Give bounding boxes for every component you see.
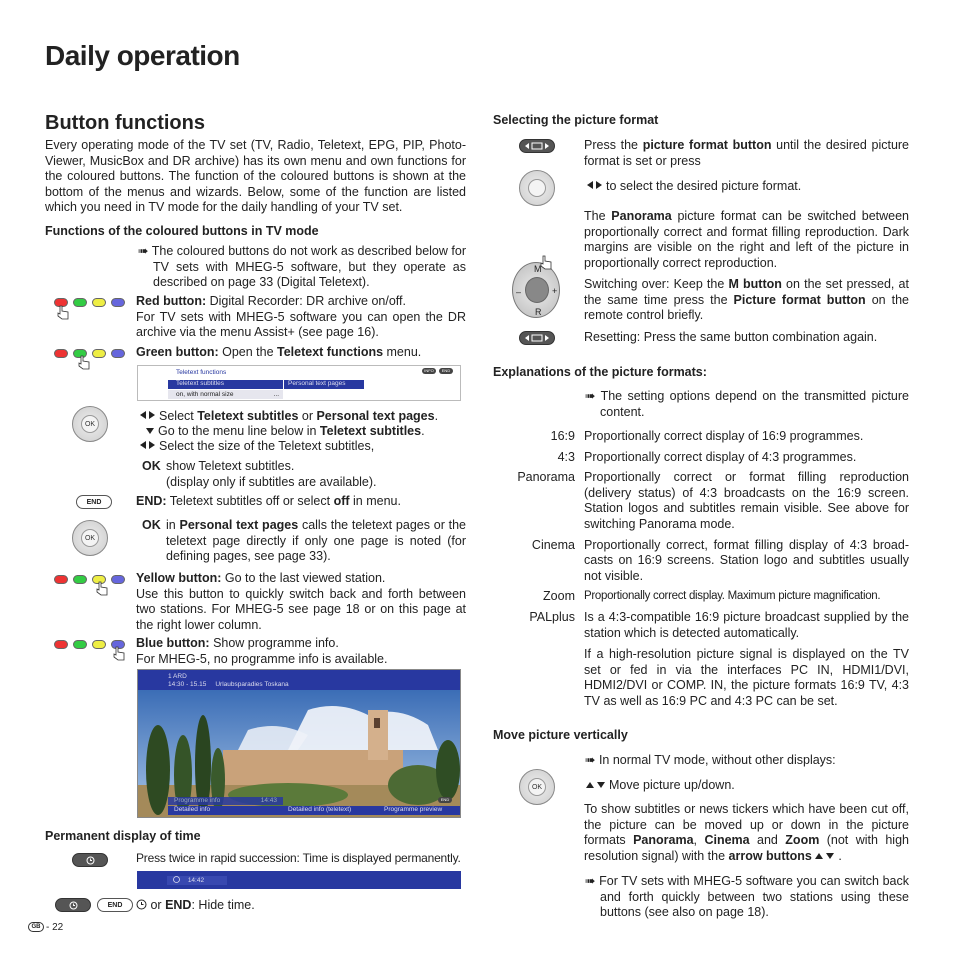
arrow-left-icon [587,181,593,189]
t: Panorama [611,209,672,223]
teletext-functions-menu [137,365,461,401]
detailed-info-teletext[interactable]: Detailed info (teletext) [288,806,352,813]
select-format-line [587,179,907,195]
t: Cinema [704,833,750,848]
t: M button [728,277,782,291]
ok-navigation-pad[interactable] [72,520,108,556]
t: , [693,833,705,848]
t: off [333,494,350,508]
subheading-move-picture: Move picture vertically [493,728,628,742]
clock-button[interactable] [72,853,108,867]
green-bold: Teletext functions [277,345,384,359]
ok-key[interactable] [528,179,546,197]
t: In normal TV mode, without other displays: [598,753,836,767]
t: Personal text pages [316,409,435,423]
ok-desc [166,459,466,490]
switching-over-desc [584,277,909,324]
format-desc-43: Proportionally correct display of 4:3 programmes. [584,449,857,464]
clock-icon [173,876,180,883]
high-resolution-desc: If a high-resolution picture signal is displayed on the TV set or fed in via the interfaces PC IN, HDMI1/DVI, HDMI2/DVI or COMP. IN, the picture formats 16:9 TV, 4:3 TV as well as 16:9 PC and 4:3 PC can be set. [584,647,909,708]
subheading-explanations: Explanations of the picture formats: [493,365,707,379]
t: on the remote control briefly. [584,292,909,323]
yellow-button-icon [92,349,106,358]
t: Panorama [633,833,694,848]
arrow-note-icon: ➠ [585,389,601,403]
t: . [421,424,425,438]
yellow-button-icon [92,640,106,649]
teletext-select-line1 [140,409,470,425]
ok2-label: OK [142,518,161,532]
format-desc-panorama: Proportionally correct or format filling reproduction (delivery status) of 4:3 broadcasts on the 16:9 screen. Station logos and subtitles remain visible. See above for switching Panorama mode. [584,470,909,531]
end-button[interactable]: END [97,898,133,912]
teletext-menu-title: Teletext functions [168,369,283,377]
hand-pointer-icon [538,254,554,270]
t: calls the teletext pages or the teletext page directly if only one page is noted (for defining pages, see page 33). [166,518,466,564]
end-badge: END [438,797,452,803]
t: and [749,833,786,848]
navigation-pad[interactable] [519,170,555,206]
teletext-menu-row1[interactable] [168,380,283,389]
blue-button-icon [111,575,125,584]
green-button-desc [136,345,466,361]
t: END [165,898,192,912]
t: Teletext subtitles off or select [166,494,334,508]
teletext-menu-row1-value[interactable]: Personal text pages [284,380,364,389]
format-term-43: 4:3 [557,449,575,464]
t: picture format can be switched between proportionally correct and format filling reproduction. Dark margins are visible on the right and left of the picture in proportionally correct reproduction. [584,209,910,270]
format-term-169: 16:9 [550,429,575,443]
time-range: 14:30 - 15.15 [168,681,207,688]
arrow-note-icon: ➠ [585,874,600,888]
plus-key[interactable]: + [552,286,558,296]
ok-key[interactable]: OK [81,415,99,433]
minus-key[interactable]: – [516,287,522,297]
green-text: Open the [218,345,278,359]
bar1-label: Programme info [174,797,221,804]
row2-value: ... [273,391,279,398]
r-key[interactable]: R [535,307,542,317]
red-button-label: Red button: [136,294,207,308]
panorama-desc [584,209,909,271]
format-term-cinema: Cinema [531,537,575,552]
move-note [585,753,909,769]
set-center-key[interactable] [525,277,549,303]
t: picture format button [642,138,772,152]
green-button-icon [73,640,87,649]
red-button-text: Digital Recorder: DR archive on/off. [206,294,406,308]
section-heading-button-functions: Button functions [45,112,205,134]
blue-button-icon [111,349,125,358]
set-control-pad[interactable] [512,262,560,318]
detailed-info-bar [168,806,461,815]
green-button-label: Green button: [136,345,219,359]
note-mheg-text: The coloured buttons do not work as described below for TV sets with MHEG-5 software, but they operate as described on page 33 (Digital Teletext). [151,244,466,290]
t: END: [136,494,167,508]
tuscany-landscape-image [138,670,461,818]
teletext-select-line3 [140,439,470,455]
programme-line [168,681,432,689]
picture-formats-list [493,429,909,641]
t: Move picture up/down. [609,778,735,792]
hand-pointer-icon [94,580,110,596]
green-end: menu. [383,345,422,359]
arrow-down-icon [826,853,834,859]
picture-format-icon [524,334,550,342]
resetting-desc: Resetting: Press the same button combination again. [584,330,878,344]
picture-format-icon [524,142,550,150]
t: For TV sets with MHEG-5 software you can switch back and forth quickly between two stations using these buttons (see also on page 18). [599,874,910,920]
subheading-permanent-time: Permanent display of time [45,829,201,843]
bar1-time: 14:43 [260,797,277,804]
red-button-text2: For TV sets with MHEG-5 software you can open the DR archive via the menu Assist+ (see page 16). [136,309,466,340]
t: . [434,409,439,423]
t: The setting options depend on the transmitted picture content. [600,389,909,419]
t: in [166,518,180,532]
arrow-down-icon [146,428,154,434]
row2-label: on, with normal size [176,391,234,398]
ok2-desc [166,518,466,565]
arrow-up-icon [815,853,823,859]
hand-pointer-icon [76,354,92,370]
t: Go to the menu line below in [158,424,320,438]
ok-key[interactable]: OK [81,529,99,547]
time-desc: Press twice in rapid succession: Time is displayed permanently. [136,851,461,865]
format-desc-zoom: Proportionally correct display. Maximum picture magnification. [584,590,881,603]
t: Switching over: Keep the [584,277,729,291]
programme-preview[interactable]: Programme preview [384,806,443,813]
t: Zoom [785,833,820,848]
t: Picture format button [733,292,866,307]
programme-info-header [138,670,461,690]
t: in menu. [349,494,401,508]
time-value: 14:42 [187,877,205,884]
info-badge: INFO [422,368,436,374]
t: or [298,409,317,423]
colour-buttons-yellow-pressed [54,575,125,584]
arrow-left-icon [140,441,146,449]
t: Teletext subtitles [319,424,422,438]
hand-pointer-icon [111,645,127,661]
end-button[interactable]: END [76,495,112,509]
time-display [167,876,227,885]
clock-icon [69,901,78,910]
page-number: - 22 [46,922,64,933]
green-button-icon [73,575,87,584]
detailed-info-label[interactable]: Detailed info [174,806,211,813]
t: Use this button to quickly switch back and forth between two stations. For MHEG-5 see page 18 or on this page at the right lower column. [136,586,466,632]
t: (display only if subtitles are available). [166,474,377,489]
picture-format-button[interactable] [519,331,555,345]
arrow-left-icon [140,411,146,419]
yellow-button-icon [92,298,106,307]
blue-button-desc [136,636,466,667]
teletext-menu-row2[interactable] [168,390,283,399]
clock-icon [136,899,147,910]
teletext-select-line2 [146,424,476,440]
t: on the set pressed, at the same time press the [584,277,909,307]
t: (not with high resolution signal) with the [584,833,909,863]
time-display-bar [137,871,461,889]
move-up-down [586,778,906,794]
t: Select [159,409,198,423]
t: or [147,898,166,912]
arrow-note-icon: ➠ [585,753,599,767]
format-desc-169: Proportionally correct display of 16:9 programmes. [584,429,864,443]
t: The [584,209,612,223]
arrow-down-icon [597,782,605,788]
programme-info-bar [168,797,283,805]
row1-label: Teletext subtitles [176,380,225,387]
picture-format-button[interactable] [519,139,555,153]
clock-icon [86,856,95,865]
m-key[interactable]: M [534,264,542,274]
t: For MHEG-5, no programme info is available. [136,651,388,666]
programme-title: Urlaubsparadies Toskana [215,681,289,688]
t: to select the desired picture format. [606,179,802,193]
mheg-switch-note [585,874,909,921]
ok-label: OK [142,459,161,473]
format-term-palplus: PALplus [529,609,575,624]
t: arrow buttons [728,848,812,863]
blue-button-icon [111,298,125,307]
note-mheg [138,244,466,291]
ok-key[interactable]: OK [528,778,546,796]
arrow-right-icon [596,181,602,189]
intro-paragraph: Every operating mode of the TV set (TV, Radio, Teletext, EPG, PIP, Photo-Viewer, MusicBox and DR archive) has its own menu and own functions for the coloured buttons. The function of the coloured buttons is shown at the bottom of the menus and wizards. Below, some of the function are listed which you need in TV mode for the daily handling of your TV set. [45,138,466,215]
t: To show subtitles or news tickers which have been cut off, the picture can be moved up or down in the picture formats [584,802,909,848]
t: Go to the last viewed station. [221,571,386,585]
hide-time-desc [136,898,466,914]
channel-label: 1 ARD [168,673,187,680]
note-transmit [585,389,909,420]
navigation-pad[interactable] [519,769,555,805]
format-desc-palplus: Is a 4:3-compatible 16:9 picture broadcast supplied by the station which is detected automatically. [584,609,909,640]
yellow-button-label: Yellow button: [136,571,222,585]
page-title: Daily operation [45,40,240,71]
t: : Hide time. [191,898,255,912]
arrow-note-icon: ➠ [138,244,152,258]
t: Press the [584,138,643,152]
ok-navigation-pad[interactable] [72,406,108,442]
green-button-icon [73,298,87,307]
programme-info-screen [137,669,461,818]
clock-button[interactable] [55,898,91,912]
t: Personal text pages [179,518,299,532]
end-badge: END [439,368,453,374]
end-desc [136,494,466,510]
t: Teletext subtitles [197,409,299,423]
t: Select the size of the Teletext subtitles, [159,439,375,453]
red-button-icon [54,349,68,358]
subheading-coloured-buttons: Functions of the coloured buttons in TV mode [45,224,319,238]
arrow-right-icon [149,411,155,419]
t: until the desired picture format is set or press [584,138,910,168]
format-term-zoom: Zoom [543,589,575,604]
subheading-picture-format: Selecting the picture format [493,113,659,127]
arrow-right-icon [149,441,155,449]
red-button-icon [54,575,68,584]
red-button-icon [54,640,68,649]
t: Show programme info. [209,636,339,650]
red-button-desc [136,294,466,341]
arrow-up-icon [586,782,594,788]
format-term-panorama: Panorama [517,470,575,485]
blue-button-label: Blue button: [136,636,210,650]
t: show Teletext subtitles. [166,459,295,473]
language-badge: GB [28,922,44,932]
format-desc-cinema: Proportionally correct, format filling display of 4:3 broad-casts on 16:9 screens. Station logo and subtitles usually not visible. [584,537,909,583]
yellow-button-desc [136,571,466,633]
move-desc: To show subtitles or news tickers which have been cut off, the picture can be moved up or down in the picture formats Panorama, Cinema and Zoom (not with high resolution signal) with the arrow buttons . [584,802,909,863]
picture-format-desc [584,138,909,169]
hand-pointer-icon [55,304,71,320]
